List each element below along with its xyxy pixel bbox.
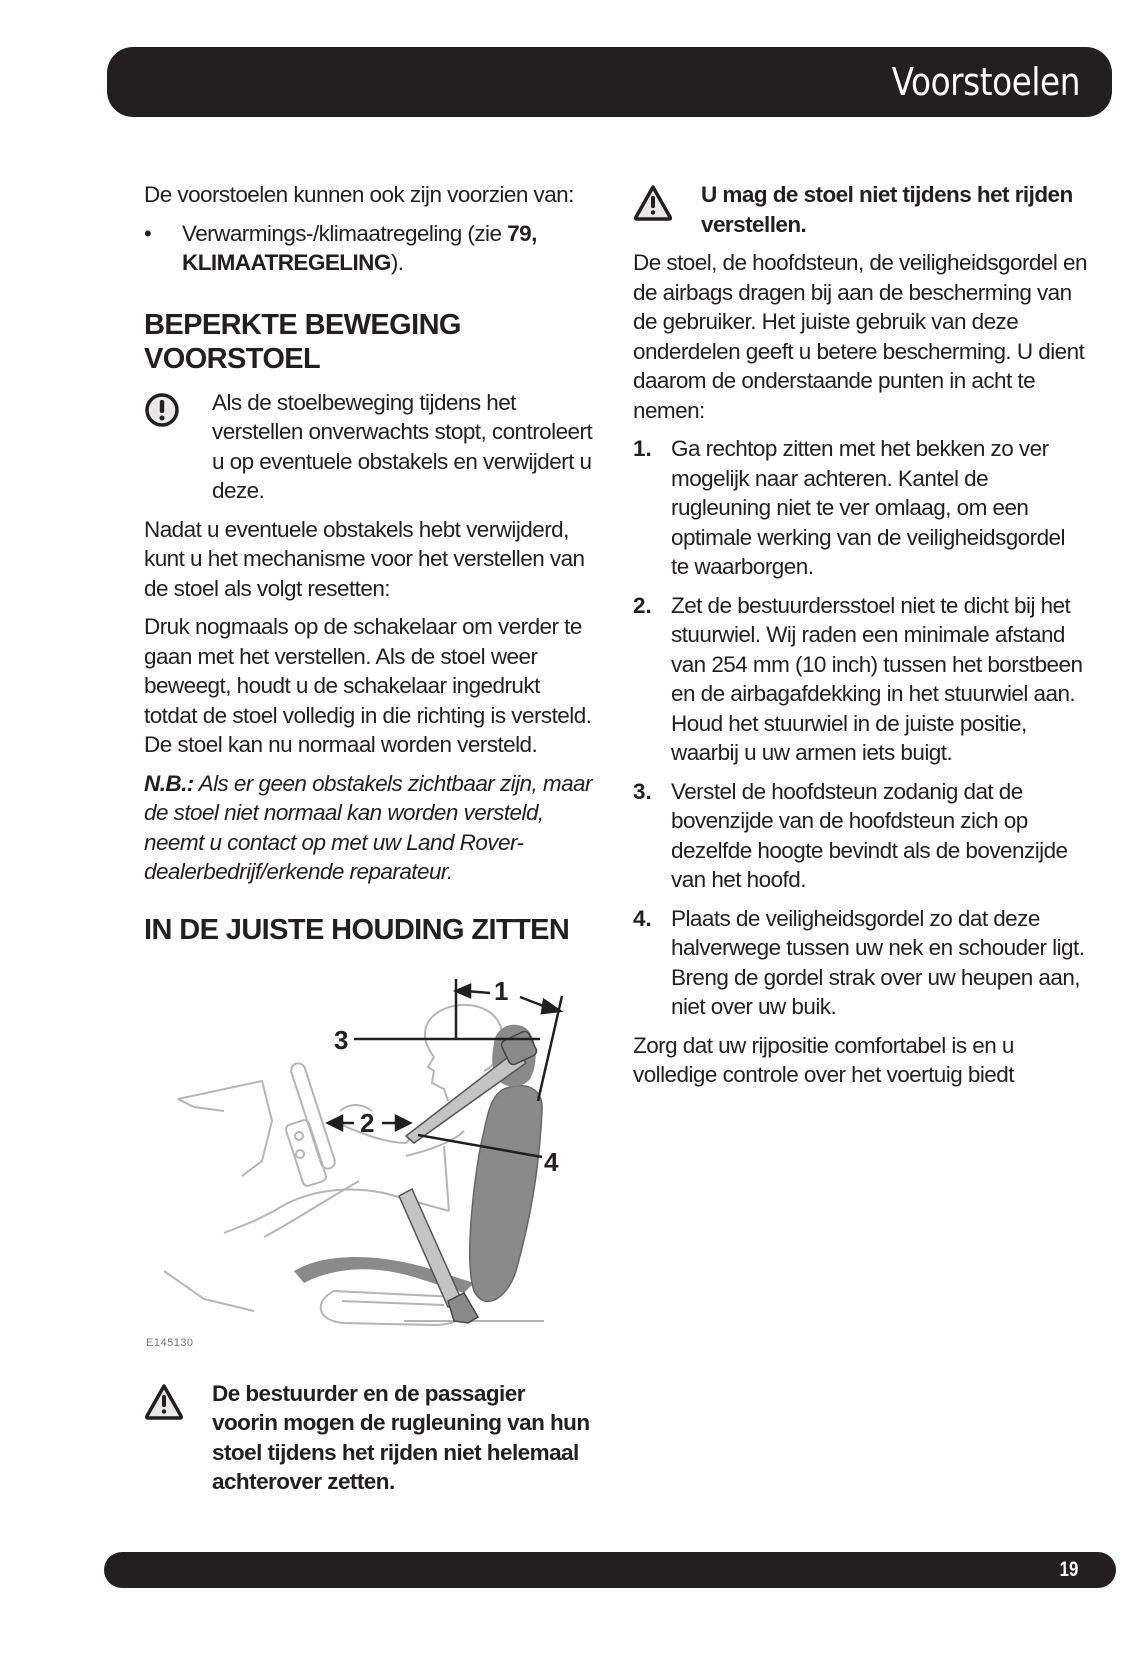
step-text: Ga rechtop zitten met het bekken zo ver mogelijk naar achteren. Kantel de rugleuning niet te ver omlaag, om een optimale werking van de veiligheidsgordel te waarborgen.	[671, 436, 1065, 579]
caution-text: Als de stoelbeweging tijdens het verstellen onverwachts stopt, controleert u op eventuele obstakels en verwijdert u deze.	[212, 389, 593, 503]
figure-label-4: 4	[544, 1146, 559, 1177]
caution-circle-exclamation-icon	[144, 388, 212, 506]
seating-position-figure	[144, 971, 594, 1351]
step-item	[633, 434, 1088, 582]
step-text: Zet de bestuurdersstoel niet te dicht bij het stuurwiel. Wij raden een minimale afstand van 254 mm (10 inch) tussen het borstbeen en de airbagafdekking in het stuurwiel aan. Houd het stuurwiel in de juiste positie, waarbij u uw armen iets buigt.	[671, 592, 1083, 765]
warning-text: U mag de stoel niet tijdens het rijden verstellen.	[701, 182, 1073, 237]
header-bar	[107, 47, 1112, 117]
closing-paragraph: Zorg dat uw rijpositie comfortabel is en u volledige controle over het voertuig biedt	[633, 1032, 1014, 1087]
arrow-1-right	[542, 1000, 560, 1013]
step-number: 4.	[633, 905, 652, 931]
intro-paragraph: De stoel, de hoofdsteun, de veiligheidsgordel en de airbags dragen bij aan de bescherming van de gebruiker. Het juiste gebruik van deze onderdelen geeft u betere bescherming. U dient daarom de onderstaande punten in acht te nemen:	[633, 250, 1087, 423]
step-number: 1.	[633, 436, 652, 461]
left-column	[144, 180, 594, 1506]
arrow-2-left	[328, 1116, 342, 1130]
step-text: Plaats de veiligheidsgordel zo dat deze halverwege tussen uw nek en schouder ligt. Breng de gordel strak over uw heupen aan, niet over uw buik.	[671, 905, 1085, 1019]
note-text: Als er geen obstakels zichtbaar zijn, maar de stoel niet normaal kan worden versteld, neemt u contact op met uw Land Rover-dealerbedrijf/erkende reparateur.	[144, 770, 592, 884]
note-label: N.B.:	[144, 770, 194, 796]
step-number: 2.	[633, 592, 652, 618]
caution-notice	[144, 388, 594, 506]
step-text: Verstel de hoofdsteun zodanig dat de bovenzijde van de hoofdsteun zich op dezelfde hoogte bevindt als de bovenzijde van het hoofd.	[671, 778, 1068, 892]
reset-paragraph: Nadat u eventuele obstakels hebt verwijderd, kunt u het mechanisme voor het verstellen van de stoel als volgt resetten:	[144, 516, 585, 601]
seatback	[470, 1085, 542, 1301]
figure-label-3: 3	[334, 1024, 349, 1055]
bullet-text: Verwarmings-/klimaatregeling (zie 79, KLIMAATREGELING).	[182, 220, 537, 275]
warning-notice	[633, 180, 1088, 239]
cross-reference-title[interactable]: KLIMAATREGELING	[182, 250, 391, 275]
figure-code: E145130	[146, 1336, 194, 1349]
warning-text: De bestuurder en de passagier voorin mogen de rugleuning van hun stoel tijdens het rijden niet helemaal achterover zetten.	[212, 1380, 590, 1494]
right-column	[633, 180, 1088, 1099]
bullet-dot: •	[144, 220, 152, 246]
bullet-item	[144, 219, 594, 278]
arrow-2-right	[396, 1116, 410, 1130]
figure-label-1: 1	[494, 975, 509, 1006]
warning-triangle-icon	[633, 180, 701, 239]
step-item	[633, 777, 1088, 895]
step-item	[633, 904, 1088, 1022]
step-item	[633, 591, 1088, 768]
switch-paragraph: Druk nogmaals op de schakelaar om verder te gaan met het verstellen. Als de stoel weer beweegt, houdt u de schakelaar ingedrukt totdat de stoel volledig in die richting is versteld. De stoel kan nu normaal worden versteld.	[144, 614, 592, 757]
steering-column	[285, 1118, 328, 1186]
cross-reference-page[interactable]: 79,	[507, 220, 537, 246]
section-heading: IN DE JUISTE HOUDING ZITTEN	[144, 913, 570, 946]
dashboard-outline	[178, 1081, 272, 1176]
figure-label-2: 2	[360, 1107, 375, 1138]
footer-bar	[104, 1552, 1116, 1588]
step-number: 3.	[633, 778, 652, 804]
warning-notice	[144, 1379, 594, 1497]
page-number: 19	[1059, 1558, 1078, 1581]
note-paragraph	[144, 769, 594, 887]
warning-triangle-icon	[144, 1379, 212, 1497]
intro-text: De voorstoelen kunnen ook zijn voorzien van:	[144, 182, 574, 207]
page-title: Voorstoelen	[891, 60, 1080, 104]
seating-illustration	[144, 971, 594, 1351]
section-heading: BEPERKTE BEWEGING VOORSTOEL	[144, 308, 461, 375]
arrow-1-left	[456, 985, 470, 997]
